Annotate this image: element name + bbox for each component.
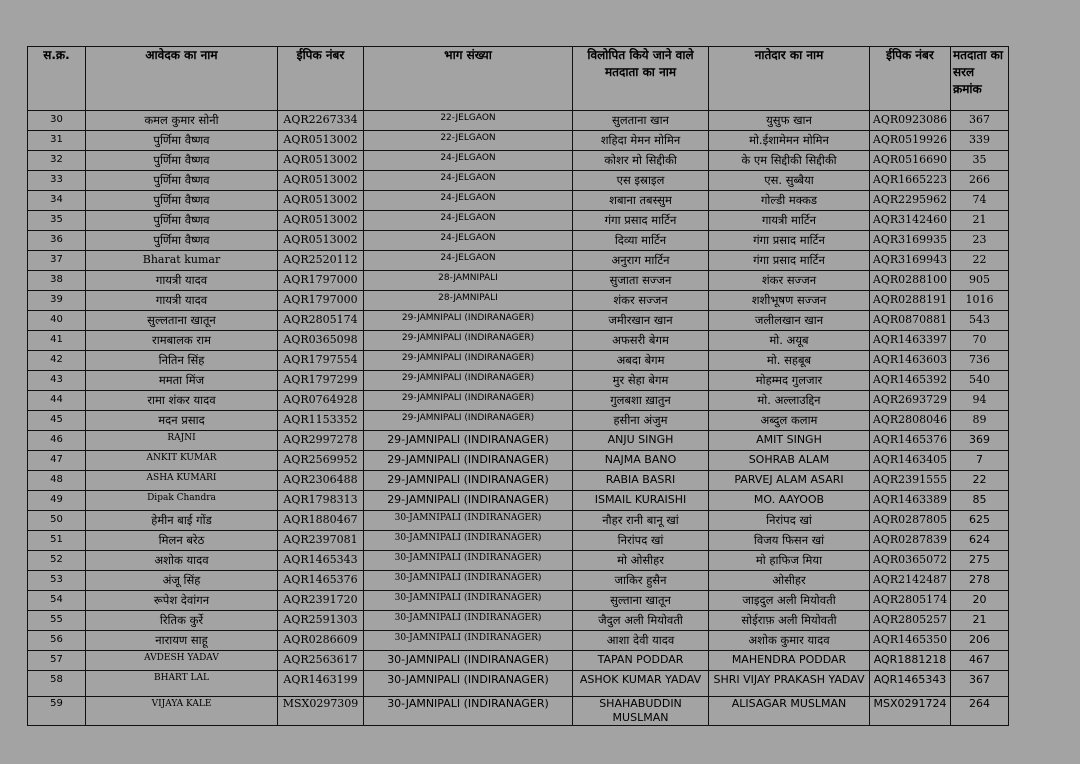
serial-cell: 34 [28,191,86,211]
applicant-name-cell: अशोक यादव [86,551,278,571]
deleted-voter-cell: एस इस्राइल [573,171,709,191]
epic-number-cell: AQR1880467 [278,511,364,531]
relative-name-cell: एस. सुब्बैया [709,171,870,191]
deleted-voter-cell: शहिदा मेमन मोमिन [573,131,709,151]
voter-serial-cell: 736 [951,351,1009,371]
relative-epic-cell: AQR1465343 [870,671,951,697]
table-row [28,551,1009,571]
deleted-voter-cell: जाकिर हुसैन [573,571,709,591]
relative-epic-cell: AQR1881218 [870,651,951,671]
applicant-name-cell: मिलन बरेठ [86,531,278,551]
serial-cell: 43 [28,371,86,391]
relative-name-cell: गंगा प्रसाद मार्टिन [709,251,870,271]
deleted-voter-cell: RABIA BASRI [573,471,709,491]
epic-number-cell: AQR2997278 [278,431,364,451]
deleted-voter-cell: ASHOK KUMAR YADAV [573,671,709,697]
applicant-name-cell: सुल्लताना खातून [86,311,278,331]
voter-deletion-table [27,46,1009,726]
voter-serial-cell: 624 [951,531,1009,551]
relative-name-cell: निरांपद खां [709,511,870,531]
epic-number-cell: AQR1465343 [278,551,364,571]
relative-epic-cell: AQR1463405 [870,451,951,471]
serial-cell: 59 [28,697,86,726]
deleted-voter-cell: गुलबशा ख़ातुन [573,391,709,411]
applicant-name-cell: AVDESH YADAV [86,651,278,671]
table-row [28,351,1009,371]
voter-serial-cell: 21 [951,611,1009,631]
epic-number-cell: AQR1153352 [278,411,364,431]
relative-epic-cell: AQR3142460 [870,211,951,231]
epic-number-cell: AQR0365098 [278,331,364,351]
part-number-cell: 22-JELGAON [364,131,573,151]
voter-serial-cell: 367 [951,671,1009,697]
part-number-cell: 29-JAMNIPALI (INDIRANAGER) [364,331,573,351]
serial-cell: 36 [28,231,86,251]
voter-serial-cell: 339 [951,131,1009,151]
deleted-voter-cell: आशा देवी यादव [573,631,709,651]
epic-number-cell: AQR0513002 [278,171,364,191]
applicant-name-cell: ममता मिंज [86,371,278,391]
voter-serial-cell: 206 [951,631,1009,651]
relative-epic-cell: AQR0365072 [870,551,951,571]
relative-name-cell: जाइदुल अली मियोवती [709,591,870,611]
applicant-name-cell: नितिन सिंह [86,351,278,371]
deleted-voter-cell: NAJMA BANO [573,451,709,471]
header-relative-name: नातेदार का नाम [709,47,870,111]
relative-epic-cell: AQR2391555 [870,471,951,491]
applicant-name-cell: रामबालक राम [86,331,278,351]
part-number-cell: 29-JAMNIPALI (INDIRANAGER) [364,351,573,371]
part-number-cell: 28-JAMNIPALI [364,291,573,311]
deleted-voter-cell: जमीरखान खान [573,311,709,331]
voter-serial-cell: 467 [951,651,1009,671]
deleted-voter-cell: सुल्ताना खातून [573,591,709,611]
table-row [28,211,1009,231]
epic-number-cell: AQR1797000 [278,291,364,311]
voter-serial-cell: 1016 [951,291,1009,311]
deleted-voter-cell: अफसरी बेगम [573,331,709,351]
serial-cell: 30 [28,111,86,131]
epic-number-cell: AQR2306488 [278,471,364,491]
deleted-voter-cell: अनुराग मार्टिन [573,251,709,271]
relative-epic-cell: AQR0287839 [870,531,951,551]
deleted-voter-cell: निरांपद खां [573,531,709,551]
relative-epic-cell: AQR2142487 [870,571,951,591]
table-row [28,571,1009,591]
relative-name-cell: शंकर सज्जन [709,271,870,291]
relative-epic-cell: AQR1463397 [870,331,951,351]
serial-cell: 35 [28,211,86,231]
table-row [28,671,1009,697]
applicant-name-cell: अंजू सिंह [86,571,278,591]
deleted-voter-cell: दिव्या मार्टिन [573,231,709,251]
table-row [28,471,1009,491]
relative-name-cell: SOHRAB ALAM [709,451,870,471]
applicant-name-cell: पुर्णिमा वैष्णव [86,191,278,211]
relative-name-cell: MO. AAYOOB [709,491,870,511]
epic-number-cell: AQR0513002 [278,191,364,211]
relative-name-cell: गोल्डी मक्कड [709,191,870,211]
epic-number-cell: AQR2563617 [278,651,364,671]
serial-cell: 49 [28,491,86,511]
table-row [28,131,1009,151]
part-number-cell: 24-JELGAON [364,151,573,171]
table-row [28,697,1009,726]
part-number-cell: 24-JELGAON [364,191,573,211]
applicant-name-cell: रूपेश देवांगन [86,591,278,611]
serial-cell: 51 [28,531,86,551]
relative-name-cell: मो. सहबूब [709,351,870,371]
serial-cell: 41 [28,331,86,351]
applicant-name-cell: रामा शंकर यादव [86,391,278,411]
deleted-voter-cell: SHAHABUDDIN MUSLMAN [573,697,709,726]
deleted-voter-cell: जैदुल अली मियोवती [573,611,709,631]
epic-number-cell: MSX0297309 [278,697,364,726]
deleted-voter-cell: हसीना अंजुम [573,411,709,431]
voter-serial-cell: 22 [951,471,1009,491]
relative-epic-cell: AQR0516690 [870,151,951,171]
relative-epic-cell: AQR2805257 [870,611,951,631]
relative-epic-cell: AQR3169935 [870,231,951,251]
table-row [28,171,1009,191]
deleted-voter-cell: शबाना तबस्सुम [573,191,709,211]
serial-cell: 44 [28,391,86,411]
table-row [28,151,1009,171]
table-row [28,451,1009,471]
epic-number-cell: AQR2391720 [278,591,364,611]
part-number-cell: 22-JELGAON [364,111,573,131]
epic-number-cell: AQR2569952 [278,451,364,471]
epic-number-cell: AQR1797299 [278,371,364,391]
header-epic-number: ईपिक नंबर [278,47,364,111]
table-row [28,291,1009,311]
table-row [28,331,1009,351]
table-row [28,231,1009,251]
table-row [28,531,1009,551]
voter-serial-cell: 35 [951,151,1009,171]
relative-name-cell: मोहम्मद गुलजार [709,371,870,391]
header-row [28,47,1009,111]
applicant-name-cell: गायत्री यादव [86,291,278,311]
voter-serial-cell: 369 [951,431,1009,451]
applicant-name-cell: नारायण साहू [86,631,278,651]
relative-name-cell: अब्दुल कलाम [709,411,870,431]
relative-name-cell: ओसीहर [709,571,870,591]
relative-epic-cell: MSX0291724 [870,697,951,726]
deleted-voter-cell: मो ओसीहर [573,551,709,571]
epic-number-cell: AQR2520112 [278,251,364,271]
applicant-name-cell: ANKIT KUMAR [86,451,278,471]
voter-serial-cell: 540 [951,371,1009,391]
relative-epic-cell: AQR0923086 [870,111,951,131]
deleted-voter-cell: शंकर सज्जन [573,291,709,311]
part-number-cell: 30-JAMNIPALI (INDIRANAGER) [364,651,573,671]
voter-serial-cell: 543 [951,311,1009,331]
voter-serial-cell: 21 [951,211,1009,231]
part-number-cell: 29-JAMNIPALI (INDIRANAGER) [364,451,573,471]
epic-number-cell: AQR2591303 [278,611,364,631]
relative-name-cell: ALISAGAR MUSLMAN [709,697,870,726]
deleted-voter-cell: गंगा प्रसाद मार्टिन [573,211,709,231]
applicant-name-cell: पुर्णिमा वैष्णव [86,151,278,171]
voter-serial-cell: 266 [951,171,1009,191]
applicant-name-cell: Bharat kumar [86,251,278,271]
applicant-name-cell: हेमीन बाई गोंड [86,511,278,531]
applicant-name-cell: रितिक कुर्रे [86,611,278,631]
relative-name-cell: PARVEJ ALAM ASARI [709,471,870,491]
voter-serial-cell: 85 [951,491,1009,511]
applicant-name-cell: पुर्णिमा वैष्णव [86,131,278,151]
deleted-voter-cell: ANJU SINGH [573,431,709,451]
part-number-cell: 29-JAMNIPALI (INDIRANAGER) [364,491,573,511]
part-number-cell: 30-JAMNIPALI (INDIRANAGER) [364,611,573,631]
epic-number-cell: AQR1463199 [278,671,364,697]
applicant-name-cell: RAJNI [86,431,278,451]
header-voter-serial: मतदाता का सरल क्रमांक [951,47,1009,111]
document-page [27,46,1009,726]
part-number-cell: 29-JAMNIPALI (INDIRANAGER) [364,371,573,391]
header-part-number: भाग संख्या [364,47,573,111]
epic-number-cell: AQR2805174 [278,311,364,331]
relative-name-cell: अशोक कुमार यादव [709,631,870,651]
relative-name-cell: AMIT SINGH [709,431,870,451]
epic-number-cell: AQR0513002 [278,151,364,171]
voter-serial-cell: 264 [951,697,1009,726]
deleted-voter-cell: नौहर रानी बानू खां [573,511,709,531]
voter-serial-cell: 625 [951,511,1009,531]
epic-number-cell: AQR0764928 [278,391,364,411]
applicant-name-cell: पुर्णिमा वैष्णव [86,171,278,191]
serial-cell: 50 [28,511,86,531]
relative-name-cell: गायत्री मार्टिन [709,211,870,231]
epic-number-cell: AQR2267334 [278,111,364,131]
voter-serial-cell: 20 [951,591,1009,611]
applicant-name-cell: पुर्णिमा वैष्णव [86,231,278,251]
serial-cell: 46 [28,431,86,451]
deleted-voter-cell: कोशर मो सिद्दीकी [573,151,709,171]
part-number-cell: 24-JELGAON [364,211,573,231]
table-row [28,491,1009,511]
deleted-voter-cell: सुजाता सज्जन [573,271,709,291]
relative-name-cell: मो हाफिज मिया [709,551,870,571]
part-number-cell: 28-JAMNIPALI [364,271,573,291]
voter-serial-cell: 74 [951,191,1009,211]
serial-cell: 55 [28,611,86,631]
serial-cell: 40 [28,311,86,331]
relative-name-cell: गंगा प्रसाद मार्टिन [709,231,870,251]
deleted-voter-cell: मुर सेहा बेगम [573,371,709,391]
part-number-cell: 30-JAMNIPALI (INDIRANAGER) [364,671,573,697]
serial-cell: 39 [28,291,86,311]
epic-number-cell: AQR2397081 [278,531,364,551]
epic-number-cell: AQR0286609 [278,631,364,651]
serial-cell: 45 [28,411,86,431]
relative-epic-cell: AQR2805174 [870,591,951,611]
serial-cell: 53 [28,571,86,591]
table-row [28,651,1009,671]
relative-epic-cell: AQR1665223 [870,171,951,191]
deleted-voter-cell: ISMAIL KURAISHI [573,491,709,511]
epic-number-cell: AQR1797000 [278,271,364,291]
table-row [28,611,1009,631]
table-row [28,511,1009,531]
relative-epic-cell: AQR0288100 [870,271,951,291]
part-number-cell: 29-JAMNIPALI (INDIRANAGER) [364,471,573,491]
serial-cell: 37 [28,251,86,271]
relative-name-cell: जलीलखान खान [709,311,870,331]
table-row [28,111,1009,131]
part-number-cell: 29-JAMNIPALI (INDIRANAGER) [364,311,573,331]
epic-number-cell: AQR1797554 [278,351,364,371]
epic-number-cell: AQR0513002 [278,131,364,151]
part-number-cell: 30-JAMNIPALI (INDIRANAGER) [364,591,573,611]
relative-name-cell: MAHENDRA PODDAR [709,651,870,671]
applicant-name-cell: VIJAYA KALE [86,697,278,726]
relative-epic-cell: AQR2693729 [870,391,951,411]
relative-epic-cell: AQR1465350 [870,631,951,651]
relative-name-cell: मो. अल्लाउद्दिन [709,391,870,411]
part-number-cell: 29-JAMNIPALI (INDIRANAGER) [364,411,573,431]
table-row [28,311,1009,331]
deleted-voter-cell: अबदा बेगम [573,351,709,371]
relative-name-cell: के एम सिद्दीकी सिद्दीकी [709,151,870,171]
relative-epic-cell: AQR2295962 [870,191,951,211]
deleted-voter-cell: सुलताना खान [573,111,709,131]
relative-name-cell: शशीभूषण सज्जन [709,291,870,311]
voter-serial-cell: 905 [951,271,1009,291]
table-row [28,371,1009,391]
epic-number-cell: AQR0513002 [278,211,364,231]
serial-cell: 48 [28,471,86,491]
part-number-cell: 30-JAMNIPALI (INDIRANAGER) [364,571,573,591]
voter-serial-cell: 7 [951,451,1009,471]
part-number-cell: 30-JAMNIPALI (INDIRANAGER) [364,511,573,531]
part-number-cell: 30-JAMNIPALI (INDIRANAGER) [364,531,573,551]
relative-epic-cell: AQR1463389 [870,491,951,511]
voter-serial-cell: 89 [951,411,1009,431]
serial-cell: 33 [28,171,86,191]
table-row [28,411,1009,431]
relative-name-cell: मो. अयूब [709,331,870,351]
part-number-cell: 24-JELGAON [364,251,573,271]
deleted-voter-cell: TAPAN PODDAR [573,651,709,671]
applicant-name-cell: कमल कुमार सोनी [86,111,278,131]
relative-name-cell: SHRI VIJAY PRAKASH YADAV [709,671,870,697]
header-deleted-voter-name: विलोपित किये जाने वाले मतदाता का नाम [573,47,709,111]
voter-serial-cell: 70 [951,331,1009,351]
voter-serial-cell: 278 [951,571,1009,591]
applicant-name-cell: गायत्री यादव [86,271,278,291]
part-number-cell: 30-JAMNIPALI (INDIRANAGER) [364,697,573,726]
serial-cell: 58 [28,671,86,697]
part-number-cell: 30-JAMNIPALI (INDIRANAGER) [364,631,573,651]
relative-epic-cell: AQR1463603 [870,351,951,371]
table-row [28,271,1009,291]
part-number-cell: 29-JAMNIPALI (INDIRANAGER) [364,431,573,451]
relative-name-cell: विजय फिसन खां [709,531,870,551]
table-row [28,631,1009,651]
table-row [28,191,1009,211]
serial-cell: 52 [28,551,86,571]
voter-serial-cell: 275 [951,551,1009,571]
serial-cell: 42 [28,351,86,371]
relative-name-cell: सोईराफ़ अली मियोवती [709,611,870,631]
serial-cell: 31 [28,131,86,151]
part-number-cell: 29-JAMNIPALI (INDIRANAGER) [364,391,573,411]
header-applicant-name: आवेदक का नाम [86,47,278,111]
epic-number-cell: AQR1798313 [278,491,364,511]
part-number-cell: 24-JELGAON [364,171,573,191]
header-relative-epic-number: ईपिक नंबर [870,47,951,111]
epic-number-cell: AQR1465376 [278,571,364,591]
header-serial: स.क्र. [28,47,86,111]
serial-cell: 54 [28,591,86,611]
table-row [28,591,1009,611]
voter-serial-cell: 23 [951,231,1009,251]
part-number-cell: 24-JELGAON [364,231,573,251]
applicant-name-cell: BHART LAL [86,671,278,697]
serial-cell: 47 [28,451,86,471]
relative-epic-cell: AQR1465392 [870,371,951,391]
table-row [28,251,1009,271]
voter-serial-cell: 94 [951,391,1009,411]
applicant-name-cell: ASHA KUMARI [86,471,278,491]
relative-epic-cell: AQR1465376 [870,431,951,451]
applicant-name-cell: मदन प्रसाद [86,411,278,431]
epic-number-cell: AQR0513002 [278,231,364,251]
applicant-name-cell: पुर्णिमा वैष्णव [86,211,278,231]
part-number-cell: 30-JAMNIPALI (INDIRANAGER) [364,551,573,571]
serial-cell: 56 [28,631,86,651]
voter-serial-cell: 22 [951,251,1009,271]
relative-epic-cell: AQR3169943 [870,251,951,271]
relative-name-cell: युसुफ खान [709,111,870,131]
table-row [28,391,1009,411]
relative-epic-cell: AQR0287805 [870,511,951,531]
serial-cell: 32 [28,151,86,171]
serial-cell: 38 [28,271,86,291]
table-row [28,431,1009,451]
serial-cell: 57 [28,651,86,671]
relative-epic-cell: AQR2808046 [870,411,951,431]
table-body [28,111,1009,726]
relative-epic-cell: AQR0519926 [870,131,951,151]
relative-epic-cell: AQR0870881 [870,311,951,331]
relative-name-cell: मो.ईशामेमन मोमिन [709,131,870,151]
relative-epic-cell: AQR0288191 [870,291,951,311]
voter-serial-cell: 367 [951,111,1009,131]
applicant-name-cell: Dipak Chandra [86,491,278,511]
